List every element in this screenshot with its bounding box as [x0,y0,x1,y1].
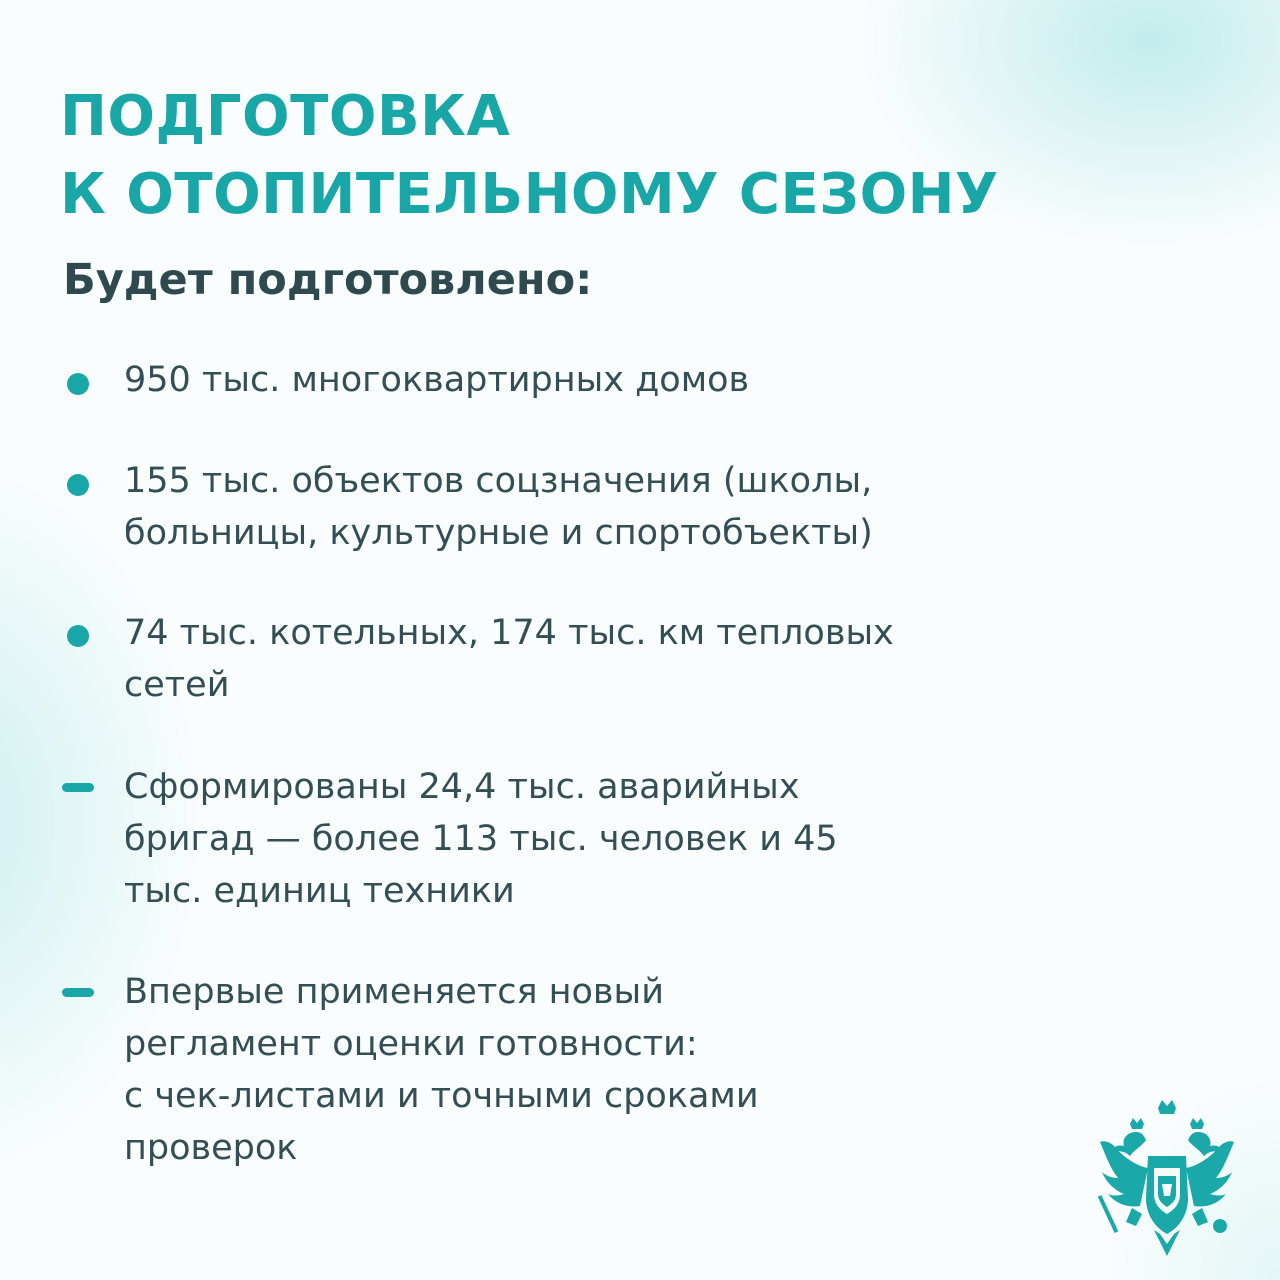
title-line-2: К ОТОПИТЕЛЬНОМУ СЕЗОНУ [60,162,999,227]
list-item-line: проверок [124,1128,298,1168]
list-item-line: тыс. единиц техники [124,871,515,911]
bullet-dot-icon [67,373,89,395]
subtitle: Будет подготовлено: [63,255,593,305]
list-item-line: с чек-листами и точными сроками [124,1076,759,1116]
list-item-line: 950 тыс. многоквартирных домов [124,360,750,400]
list-item-line: 74 тыс. котельных, 174 тыс. км тепловых [124,613,894,653]
bullet-dot-icon [67,625,89,647]
list-item-line: регламент оценки готовности: [124,1024,698,1064]
bullet-dash-icon [62,783,94,792]
list-item-line: Впервые применяется новый [124,972,664,1012]
list-item [124,455,873,559]
list-item-line: бригад — более 113 тыс. человек и 45 [124,819,838,859]
list-item-line: больницы, культурные и спортобъекты) [124,513,873,553]
bullet-dash-icon [62,988,94,997]
page-title [60,78,999,234]
list-item [124,761,838,917]
list-item-line: сетей [124,665,230,705]
list-item-line: 155 тыс. объектов соцзначения (школы, [124,461,873,501]
list-item [124,607,894,711]
list-item [124,354,749,406]
title-line-1: ПОДГОТОВКА [60,84,511,149]
list-item [124,966,759,1174]
list-item-line: Сформированы 24,4 тыс. аварийных [124,767,800,807]
bullet-dot-icon [67,474,89,496]
double-headed-eagle-icon [1092,1098,1242,1258]
